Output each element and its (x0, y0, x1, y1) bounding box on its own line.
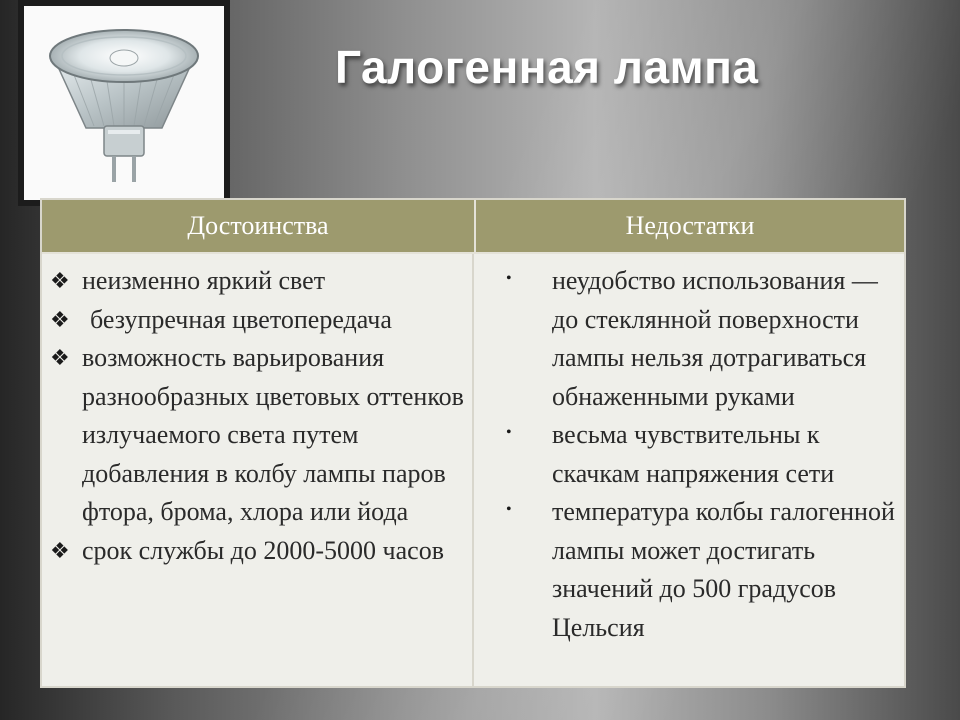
advantage-text: срок службы до 2000-5000 часов (82, 535, 444, 565)
header-advantages: Достоинства (42, 200, 476, 252)
diamond-bullet-icon: ❖ (50, 537, 70, 563)
table-body (42, 254, 904, 688)
disadvantage-text: неудобство использования — до стеклянной поверхности лампы нельзя дотрагиваться обнаженными руками (552, 266, 878, 411)
advantage-text: неизменно яркий свет (82, 266, 326, 295)
diamond-bullet-icon: ❖ (50, 268, 70, 293)
lamp-photo (24, 6, 224, 200)
advantage-item (50, 339, 466, 532)
dot-bullet-icon: • (506, 270, 512, 287)
disadvantage-text: температура колбы галогенной лампы может достигать значений до 500 градусов Цельсия (552, 497, 895, 642)
disadvantage-item (484, 416, 896, 493)
lamp-photo-frame (18, 0, 230, 206)
advantage-text: безупречная цветопередача (90, 304, 392, 334)
dot-bullet-icon: • (506, 501, 512, 518)
header-disadvantages: Недостатки (625, 211, 755, 240)
disadvantage-item (484, 493, 896, 647)
disadvantages-column (474, 254, 904, 688)
halogen-lamp-image (24, 6, 224, 200)
advantage-item (50, 532, 466, 571)
slide-title: Галогенная лампа (335, 41, 759, 93)
advantage-item (50, 301, 466, 340)
advantage-text: возможность варьирования разнообразных цветовых оттенков излучаемого света путем добавления в колбу лампы паров фтора, брома, хлора или йода (82, 343, 464, 526)
dot-bullet-icon: • (506, 424, 512, 441)
disadvantage-item (484, 262, 896, 416)
table-header (42, 200, 904, 254)
comparison-table (40, 198, 906, 688)
disadvantage-text: весьма чувствительны к скачкам напряжения сети (552, 420, 835, 488)
advantages-column (42, 254, 474, 688)
diamond-bullet-icon: ❖ (50, 345, 70, 370)
advantage-item (50, 262, 466, 301)
diamond-bullet-icon: ❖ (50, 306, 70, 332)
